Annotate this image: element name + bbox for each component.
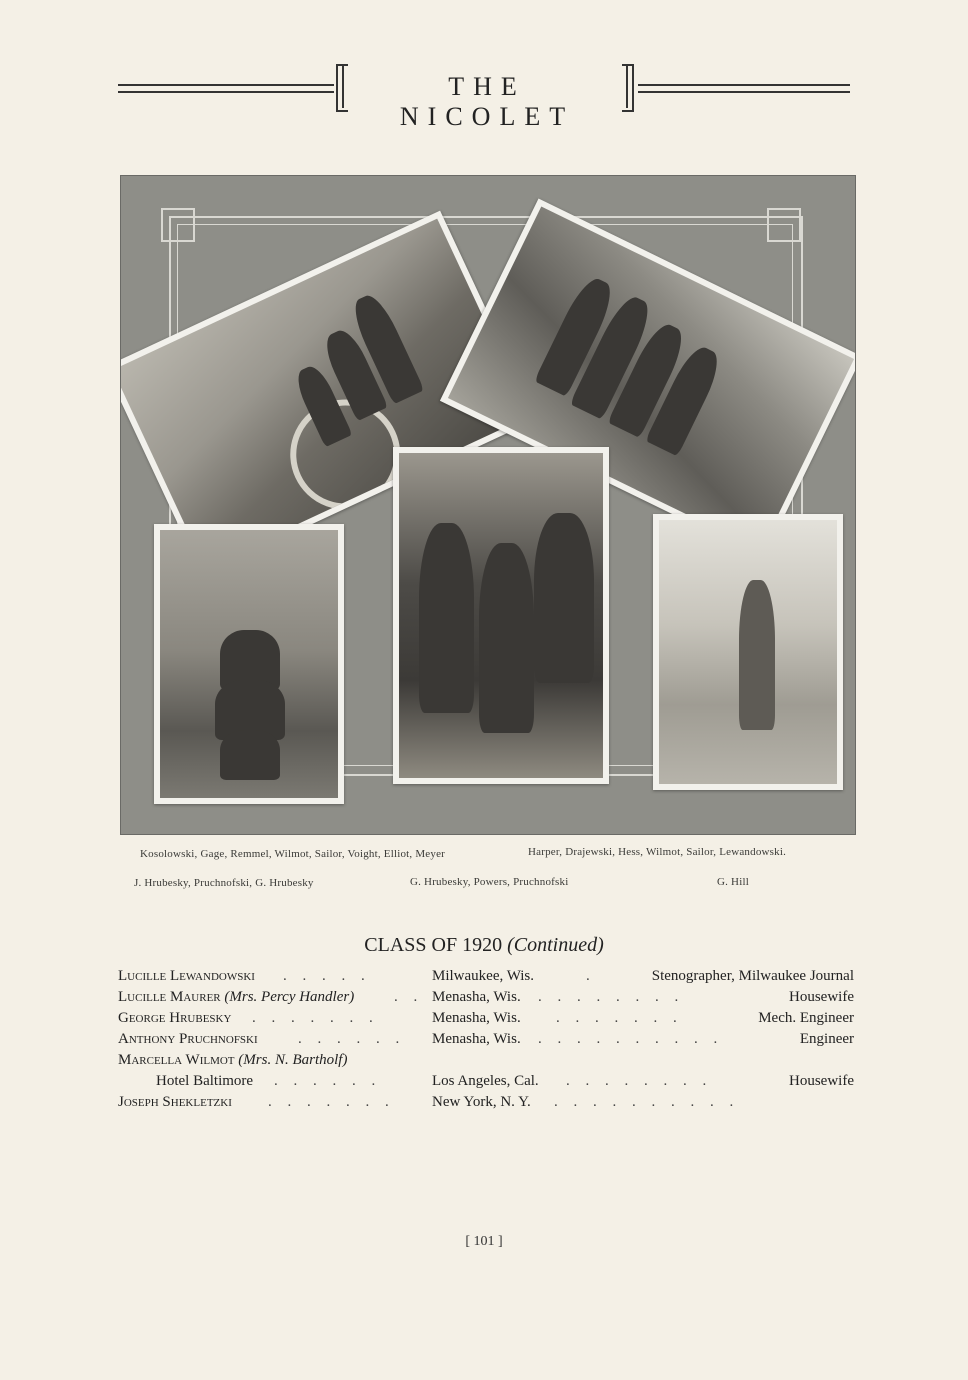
class-entry: Anthony Pruchnofski . . . . . . Menasha, Wis. . . . . . . . . . . Engineer <box>118 1031 854 1047</box>
entry-city: Menasha, Wis. <box>432 989 521 1005</box>
entry-name: Lucille Lewandowski <box>118 968 255 984</box>
frame-corner <box>767 208 801 242</box>
frame-corner <box>161 208 195 242</box>
section-title-suffix: (Continued) <box>507 934 604 956</box>
class-entry: George Hrubesky . . . . . . . Menasha, Wis. . . . . . . . Mech. Engineer <box>118 1010 854 1026</box>
class-entry-continued: Hotel Baltimore . . . . . . Los Angeles, Cal. . . . . . . . . Housewife <box>156 1073 854 1089</box>
entry-city: Milwaukee, Wis. <box>432 968 535 984</box>
photo-three-boys <box>393 447 609 784</box>
caption-top-left: Kosolowski, Gage, Remmel, Wilmot, Sailor, Voight, Elliot, Meyer <box>140 848 446 860</box>
entry-name: Joseph Shekletzki <box>118 1094 232 1110</box>
entry-occupation: Housewife <box>789 1073 854 1089</box>
section-title-main: CLASS OF 1920 <box>364 934 503 956</box>
page-title: THE NICOLET <box>399 72 575 131</box>
header-rule-left <box>118 84 334 93</box>
header-bracket-right <box>622 64 634 112</box>
entry-name: George Hrubesky <box>118 1010 232 1026</box>
section-title <box>0 934 968 957</box>
caption-bottom-right: G. Hill <box>717 876 749 888</box>
page-header <box>118 62 850 131</box>
caption-bottom-left: J. Hrubesky, Pruchnofski, G. Hrubesky <box>134 877 314 889</box>
photo-collage <box>120 175 856 835</box>
entry-address: Hotel Baltimore <box>156 1073 254 1089</box>
header-bracket-left <box>336 64 348 112</box>
photo-soldier <box>653 514 843 790</box>
entry-city: Los Angeles, Cal. <box>432 1073 539 1089</box>
entry-city: Menasha, Wis. <box>432 1010 521 1026</box>
entry-city: New York, N. Y. <box>432 1094 531 1110</box>
photo-boys-stacked <box>154 524 344 804</box>
entry-occupation: Stenographer, Milwaukee Journal <box>651 968 854 984</box>
entry-occupation: Mech. Engineer <box>758 1010 854 1026</box>
entry-occupation: Engineer <box>799 1031 854 1047</box>
class-entry: Lucille Maurer (Mrs. Percy Handler) . . Menasha, Wis. . . . . . . . . Housewife <box>118 989 854 1005</box>
class-entry <box>118 1052 854 1072</box>
entry-occupation: Housewife <box>789 989 854 1005</box>
caption-top-right: Harper, Drajewski, Hess, Wilmot, Sailor, Lewandowski. <box>528 846 787 858</box>
caption-bottom-center: G. Hrubesky, Powers, Pruchnofski <box>410 876 569 888</box>
entry-married-name: (Mrs. N. Bartholf) <box>238 1052 348 1068</box>
entry-name: Lucille Maurer (Mrs. Percy Handler) <box>118 989 355 1005</box>
class-entry: Joseph Shekletzki . . . . . . . New York, N. Y. . . . . . . . . . . <box>118 1094 740 1110</box>
page-number: [ 101 ] <box>465 1234 503 1249</box>
class-entry: Lucille Lewandowski . . . . . Milwaukee, Wis. . Stenographer, Milwaukee Journal <box>118 968 854 984</box>
entry-married-name: (Mrs. Percy Handler) <box>224 989 355 1005</box>
entry-city: Menasha, Wis. <box>432 1031 521 1047</box>
entry-name: Anthony Pruchnofski <box>118 1031 258 1047</box>
header-rule-right <box>638 84 850 93</box>
entry-name: Marcella Wilmot (Mrs. N. Bartholf) <box>118 1052 348 1068</box>
